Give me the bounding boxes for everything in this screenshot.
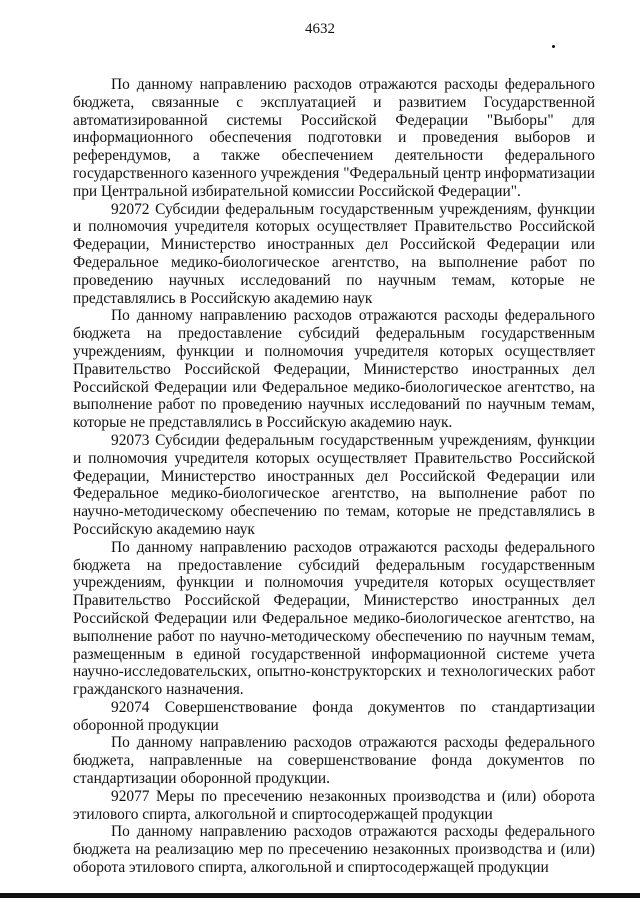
- paragraph-92072-description: По данному направлению расходов отражаются расходы федерального бюджета на предоставление субсидий федеральным государственным учреждениям, функции и полномочия учредителя которых осуществляет Правительство Российской Федерации, Министерство иностранных дел Российской Федерации или Федеральное медико-биологическое агентство, на выполнение работ по проведению научных исследований по научным темам, которые не представлялись в Российскую академию наук.: [73, 307, 595, 432]
- paragraph-92077-description: По данному направлению расходов отражаются расходы федерального бюджета на реализацию мер по пресечению незаконных производства и (или) оборота этилового спирта, алкогольной и спиртосодержащей продукции: [73, 823, 595, 877]
- document-body: [73, 76, 595, 877]
- scan-bottom-border: [0, 893, 640, 898]
- paragraph-92073-description: По данному направлению расходов отражаются расходы федерального бюджета на предоставление субсидий федеральным государственным учреждениям, функции и полномочия учредителя которых осуществляет Правительство Российской Федерации, Министерство иностранных дел Российской Федерации или Федеральное медико-биологическое агентство, на выполнение работ по научно-методическому обеспечению по научным темам, размещенным в единой государственной информационной системе учета научно-исследовательских, опытно-конструкторских и технологических работ гражданского назначения.: [73, 538, 595, 699]
- page-number: 4632: [305, 21, 335, 37]
- paragraph-92074-title: 92074 Совершенствование фонда документов по стандартизации оборонной продукции: [73, 698, 595, 734]
- paragraph-1: По данному направлению расходов отражаются расходы федерального бюджета, связанные с эксплуатацией и развитием Государственной автоматизированной системы Российской Федерации "Выборы" для информационного обеспечения подготовки и проведения выборов и референдумов, а также обеспечением деятельности федерального государственного казенного учреждения "Федеральный центр информатизации при Центральной избирательной комиссии Российской Федерации".: [73, 76, 595, 200]
- paragraph-92074-description: По данному направлению расходов отражаются расходы федерального бюджета, направленные на совершенствование фонда документов по стандартизации оборонной продукции.: [73, 734, 595, 788]
- paragraph-92073-title: 92073 Субсидии федеральным государственным учреждениям, функции и полномочия учредителя которых осуществляет Правительство Российской Федерации, Министерство иностранных дел Российской Федерации или Федеральное медико-биологическое агентство, на выполнение работ по научно-методическому обеспечению по темам, которые не представлялись в Российскую академию наук: [73, 431, 595, 538]
- scan-speck: [552, 45, 555, 48]
- paragraph-92072-title: 92072 Субсидии федеральным государственным учреждениям, функции и полномочия учредителя которых осуществляет Правительство Российской Федерации, Министерство иностранных дел Российской Федерации или Федеральное медико-биологическое агентство, на выполнение работ по проведению научных исследований по научным темам, которые не представлялись в Российскую академию наук: [73, 200, 595, 307]
- paragraph-92077-title: 92077 Меры по пресечению незаконных производства и (или) оборота этилового спирта, алкогольной и спиртосодержащей продукции: [73, 787, 595, 823]
